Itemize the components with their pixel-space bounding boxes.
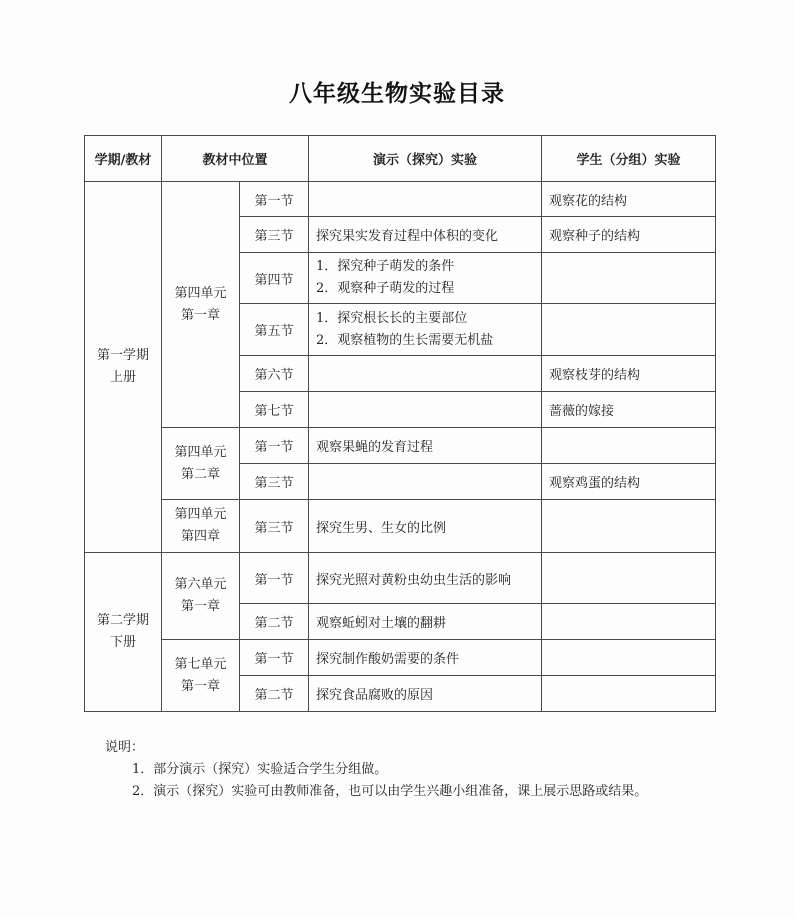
section-cell: 第三节	[240, 464, 309, 500]
term-line: 上册	[109, 370, 136, 385]
table-row	[85, 553, 716, 604]
unit-line: 第四单元	[174, 444, 227, 460]
page-title: 八年级生物实验目录	[289, 80, 505, 107]
unit-line: 第一章	[180, 307, 220, 323]
section-cell: 第一节	[240, 640, 309, 676]
unit-line: 第四单元	[174, 285, 227, 301]
demo-cell	[309, 392, 542, 428]
unit-line: 第一章	[180, 678, 220, 694]
unit-cell	[162, 428, 240, 500]
demo-line: 2．观察植物的生长需要无机盐	[316, 332, 494, 348]
unit-cell	[162, 640, 240, 712]
demo-cell: 探究食品腐败的原因	[309, 676, 542, 712]
student-cell	[542, 500, 716, 553]
student-cell: 观察鸡蛋的结构	[542, 464, 716, 500]
demo-cell: 探究果实发育过程中体积的变化	[309, 217, 542, 253]
term-line: 第一学期	[96, 348, 149, 363]
student-cell	[542, 604, 716, 640]
notes-heading: 说明：	[105, 740, 145, 755]
demo-cell	[309, 304, 542, 356]
term-line: 第二学期	[96, 613, 149, 628]
notes-section	[105, 737, 647, 803]
section-cell: 第三节	[240, 217, 309, 253]
unit-line: 第四单元	[174, 507, 227, 522]
unit-line: 第二章	[180, 466, 220, 482]
term-cell	[85, 553, 162, 712]
student-cell	[542, 428, 716, 464]
header-term: 学期/教材	[85, 136, 162, 182]
section-cell: 第七节	[240, 392, 309, 428]
table-row	[85, 182, 716, 217]
term-line: 下册	[109, 635, 136, 650]
table-row	[85, 428, 716, 464]
section-cell: 第六节	[240, 356, 309, 392]
demo-cell	[309, 182, 542, 217]
section-cell: 第一节	[240, 182, 309, 217]
demo-cell	[309, 356, 542, 392]
unit-cell	[162, 553, 240, 640]
demo-cell: 观察蚯蚓对土壤的翻耕	[309, 604, 542, 640]
table-row	[85, 500, 716, 553]
demo-cell: 观察果蝇的发育过程	[309, 428, 542, 464]
table-header-row	[85, 136, 716, 182]
header-student: 学生（分组）实验	[542, 136, 716, 182]
demo-cell	[309, 253, 542, 304]
student-cell	[542, 304, 716, 356]
section-cell: 第一节	[240, 428, 309, 464]
student-cell	[542, 676, 716, 712]
student-cell	[542, 253, 716, 304]
unit-line: 第一章	[180, 599, 220, 614]
demo-cell: 探究生男、生女的比例	[309, 500, 542, 553]
header-position: 教材中位置	[162, 136, 309, 182]
header-demo: 演示（探究）实验	[309, 136, 542, 182]
unit-cell	[162, 500, 240, 553]
experiment-catalog-table	[84, 135, 716, 712]
unit-line: 第四章	[180, 529, 220, 544]
note-item: 2．演示（探究）实验可由教师准备，也可以由学生兴趣小组准备，课上展示思路或结果。	[132, 784, 648, 799]
student-cell: 观察种子的结构	[542, 217, 716, 253]
unit-line: 第六单元	[174, 577, 227, 592]
student-cell	[542, 553, 716, 604]
student-cell: 观察花的结构	[542, 182, 716, 217]
demo-cell: 探究光照对黄粉虫幼虫生活的影响	[309, 553, 542, 604]
student-cell	[542, 640, 716, 676]
section-cell: 第二节	[240, 676, 309, 712]
unit-line: 第七单元	[174, 656, 227, 672]
demo-line: 2．观察种子萌发的过程	[316, 281, 455, 296]
demo-line: 1．探究种子萌发的条件	[316, 259, 455, 274]
section-cell: 第三节	[240, 500, 309, 553]
table-row	[85, 640, 716, 676]
note-item: 1．部分演示（探究）实验适合学生分组做。	[132, 762, 388, 777]
unit-cell	[162, 182, 240, 428]
section-cell: 第二节	[240, 604, 309, 640]
term-cell	[85, 182, 162, 553]
section-cell: 第四节	[240, 253, 309, 304]
demo-cell	[309, 464, 542, 500]
section-cell: 第五节	[240, 304, 309, 356]
student-cell: 蔷薇的嫁接	[542, 392, 716, 428]
section-cell: 第一节	[240, 553, 309, 604]
demo-cell: 探究制作酸奶需要的条件	[309, 640, 542, 676]
demo-line: 1．探究根长长的主要部位	[316, 310, 468, 326]
student-cell: 观察枝芽的结构	[542, 356, 716, 392]
